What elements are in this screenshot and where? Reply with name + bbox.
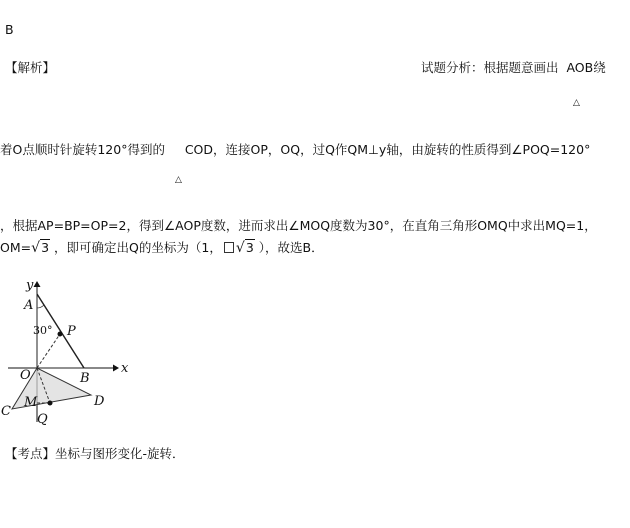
label-q: Q bbox=[37, 412, 48, 427]
label-p: P bbox=[67, 324, 76, 339]
label-y: y bbox=[26, 278, 34, 293]
label-o: O bbox=[20, 368, 31, 383]
analysis-label: 【解析】 bbox=[5, 60, 56, 75]
label-a: A bbox=[24, 298, 34, 313]
kaodian-line bbox=[5, 448, 185, 461]
point-p bbox=[58, 332, 63, 337]
kaodian-text: 坐标与图形变化-旋转． bbox=[55, 446, 185, 461]
triangle-symbol-1: △ bbox=[573, 98, 580, 108]
label-c: C bbox=[1, 404, 11, 419]
label-angle: 30° bbox=[33, 324, 53, 337]
kaodian-label: 【考点】 bbox=[5, 446, 56, 461]
analysis-line1: 试题分析：根据题意画出 AOB绕 bbox=[421, 60, 606, 75]
label-x: x bbox=[121, 361, 129, 376]
segment-op bbox=[37, 334, 60, 368]
sqrt-expression: √ 3 bbox=[31, 242, 50, 255]
label-d: D bbox=[94, 394, 105, 409]
aob-text: AOB绕 bbox=[566, 60, 606, 75]
label-b: B bbox=[80, 371, 90, 386]
geometry-figure bbox=[0, 272, 140, 454]
angle-arc bbox=[37, 305, 44, 308]
triangle-symbol-2: △ bbox=[175, 175, 182, 185]
analysis-line3: ，根据AP=BP=OP=2，得到∠AOP度数，进而求出∠MOQ度数为30°，在直角三角形OMQ中求出MQ=1， bbox=[0, 218, 597, 233]
analysis-line2: 着O点顺时针旋转120°得到的 COD，连接OP，OQ，过Q作QM⊥y轴，由旋转的性质得到∠POQ=120° bbox=[0, 142, 591, 157]
label-m: M bbox=[24, 395, 38, 410]
analysis-line4: OM=√ 3 ，即可确定出Q的坐标为（1，√ 3 ），故选B． bbox=[0, 242, 324, 255]
placeholder-box-icon bbox=[224, 242, 234, 253]
answer-text: B bbox=[5, 22, 14, 37]
point-q bbox=[48, 401, 53, 406]
sqrt-expression-2: √ 3 bbox=[236, 242, 255, 255]
